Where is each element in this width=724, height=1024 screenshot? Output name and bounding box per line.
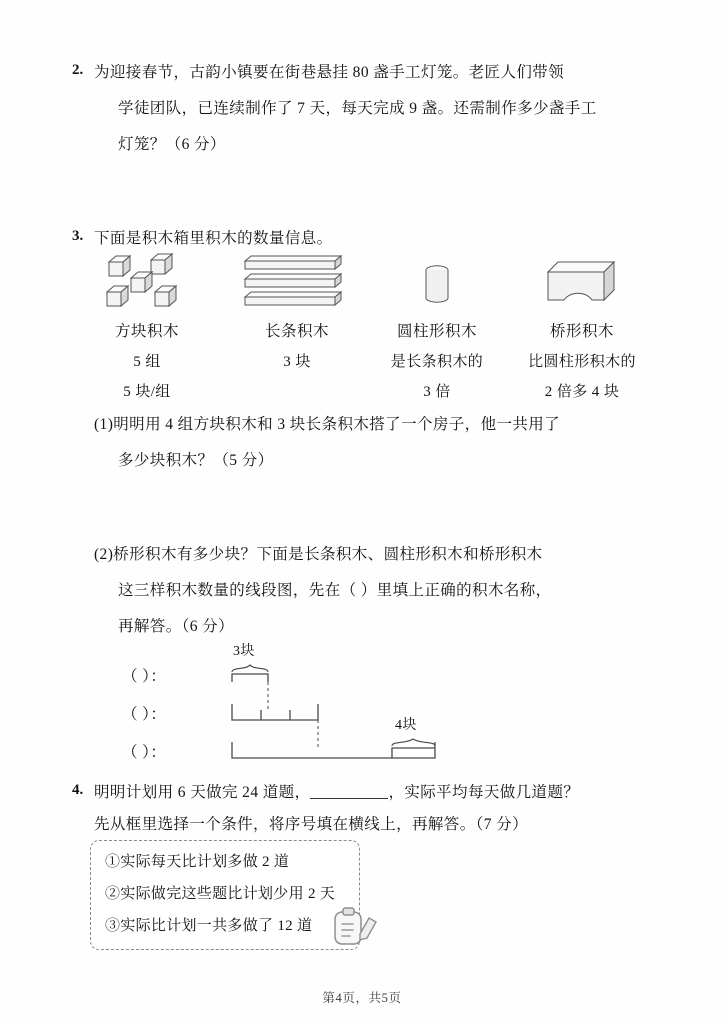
block-name-cube: 方块积木	[114, 323, 179, 340]
block-name-cylinder: 圆柱形积木	[396, 323, 477, 340]
question-2-line-2: 学徒团队，已连续制作了 7 天，每天完成 9 盏。还需制作多少盏手工	[118, 100, 597, 117]
block-qty-cube-2: 5 块/组	[123, 384, 171, 400]
option-item-2[interactable]: ②实际做完这些题比计划少用 2 天	[105, 886, 336, 902]
bridge-block-icon	[502, 252, 662, 314]
question-2-line-3: 灯笼？（6 分）	[118, 136, 226, 153]
block-qty-cube-1: 5 组	[133, 354, 161, 370]
question-4-number: 4.	[72, 782, 84, 798]
segment-label-4-blocks: 4块	[395, 718, 417, 733]
question-4-line-2: 先从框里选择一个条件，将序号填在横线上，再解答。（7 分）	[94, 816, 528, 833]
block-column-cylinder	[357, 252, 517, 401]
subquestion-2-line-2: 这三样积木数量的线段图，先在（ ）里填上正确的积木名称，	[118, 582, 552, 599]
page-footer: 第4页，共5页	[322, 991, 402, 1005]
line-segment-diagram	[100, 640, 580, 768]
long-bar-blocks-icon	[222, 252, 372, 314]
cylinder-block-icon	[357, 252, 517, 314]
block-qty-bridge-1: 比圆柱形积木的	[528, 354, 636, 370]
block-name-bridge: 桥形积木	[549, 323, 614, 340]
condition-options-box	[90, 840, 360, 950]
subquestion-2-line-1: (2)桥形积木有多少块？下面是长条积木、圆柱形积木和桥形积木	[94, 546, 543, 563]
segment-label-3-blocks: 3块	[233, 644, 255, 659]
answer-blank-line[interactable]	[310, 783, 388, 799]
block-info-row	[72, 252, 652, 402]
block-qty-bar-1: 3 块	[283, 354, 311, 370]
block-column-bar	[222, 252, 372, 380]
segment-row-3-blank[interactable]: （ ）：	[122, 744, 167, 761]
question-4-line-1	[94, 780, 579, 802]
block-name-bar: 长条积木	[264, 323, 329, 340]
subquestion-2-line-3: 再解答。（6 分）	[118, 618, 234, 635]
block-qty-cylinder-1: 是长条积木的	[390, 354, 484, 370]
question-4-text-before: 明明计划用 6 天做完 24 道题，	[94, 784, 311, 801]
block-column-cube	[72, 252, 222, 401]
segment-row-2-blank[interactable]: （ ）：	[122, 706, 167, 723]
question-2-line-1: 为迎接春节，古韵小镇要在街巷悬挂 80 盏手工灯笼。老匠人们带领	[94, 64, 565, 81]
segment-row-1-blank[interactable]: （ ）：	[122, 668, 167, 685]
question-3-line-1: 下面是积木箱里积木的数量信息。	[94, 230, 333, 247]
question-3-number: 3.	[72, 228, 84, 244]
subquestion-1-line-1: (1)明明用 4 组方块积木和 3 块长条积木搭了一个房子，他一共用了	[94, 416, 561, 433]
cube-blocks-icon	[72, 252, 222, 314]
subquestion-1-line-2: 多少块积木？（5 分）	[118, 452, 274, 469]
block-qty-bridge-2: 2 倍多 4 块	[544, 384, 620, 400]
block-qty-cylinder-2: 3 倍	[423, 384, 451, 400]
block-column-bridge	[502, 252, 662, 401]
clipboard-pencil-icon	[331, 905, 379, 951]
question-2-number: 2.	[72, 62, 84, 78]
option-item-3[interactable]: ③实际比计划一共多做了 12 道	[105, 918, 313, 934]
option-item-1[interactable]: ①实际每天比计划多做 2 道	[105, 854, 290, 870]
question-4-text-after: ，实际平均每天做几道题？	[388, 784, 580, 801]
